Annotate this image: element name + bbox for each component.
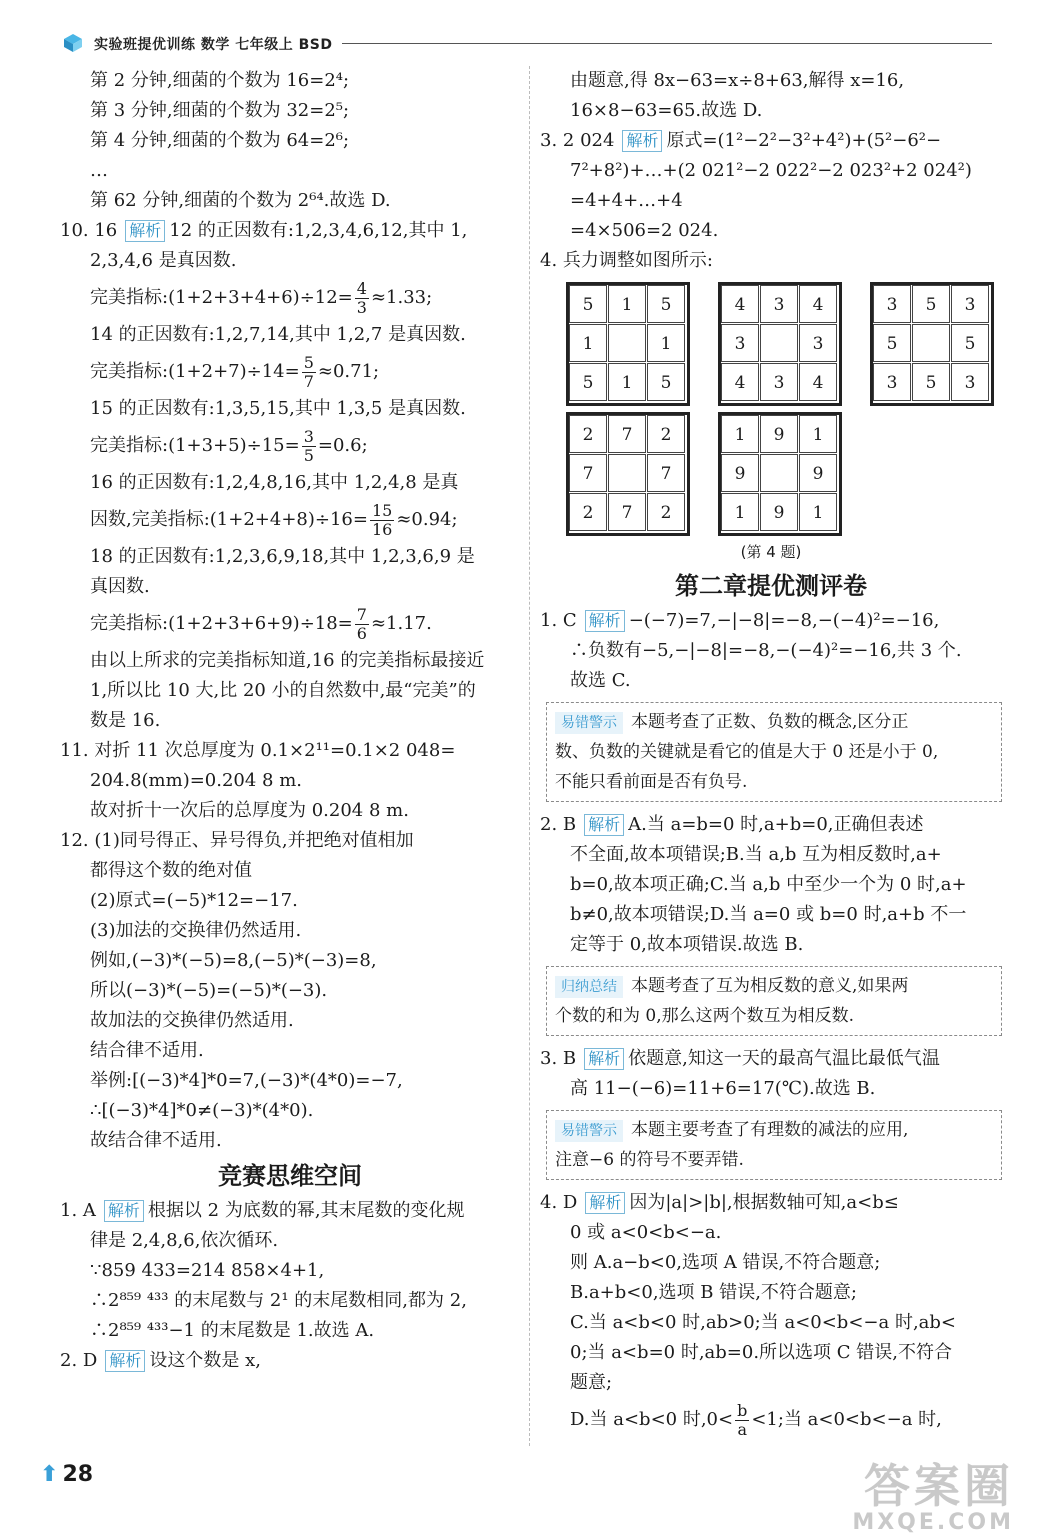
question-4: 4. 兵力调整如图所示:	[540, 250, 713, 271]
text-line: 由题意,得 8x−63=x÷8+63,解得 x=16,	[570, 70, 905, 91]
text-line: 第 3 分钟,细菌的个数为 32=2⁵;	[90, 100, 350, 121]
grid-cell: 3	[873, 363, 911, 401]
formula-line: D.当 a<b<0 时,0< $\frac{b}{a}$ <1;当 a<0<b<−a 时,	[570, 1400, 942, 1439]
text-line: 数是 16.	[90, 710, 161, 731]
watermark-url: MXQE.COM	[852, 1510, 1014, 1535]
text-line: ∴负数有−5,−|−8|=−8,−(−4)²=−16,共 3 个.	[570, 640, 962, 661]
grid-cell: 5	[569, 285, 607, 323]
troop-grids-figure	[566, 276, 1002, 538]
section-title: 竞赛思维空间	[218, 1162, 362, 1190]
competition-q1: 1. A 解析 根据以 2 为底数的幂,其末尾数的变化规	[60, 1200, 465, 1221]
grid-cell: 1	[721, 493, 759, 531]
grid-cell: 7	[608, 493, 646, 531]
up-arrow-icon: ⬆	[40, 1462, 59, 1487]
analysis-tag: 解析	[585, 610, 625, 632]
text-line: 204.8(mm)=0.204 8 m.	[90, 770, 303, 791]
grid-cell: 7	[569, 454, 607, 492]
formula-line: 因数,完美指标:(1+2+4+8)÷16= $\frac{15}{16}$ ≈0.94;	[90, 500, 458, 539]
question-number: 10. 16	[60, 220, 118, 241]
grid-cell: 1	[608, 363, 646, 401]
text-line: B.a+b<0,选项 B 错误,不符合题意;	[570, 1282, 857, 1303]
grid-1	[566, 282, 690, 406]
column-divider	[529, 66, 530, 1446]
grid-cell: 9	[799, 454, 837, 492]
grid-cell: 1	[799, 415, 837, 453]
grid-2	[718, 282, 842, 406]
grid-cell: 4	[721, 285, 759, 323]
analysis-tag: 解析	[125, 220, 165, 242]
grid-cell: 2	[647, 493, 685, 531]
grid-cell	[912, 324, 950, 362]
grid-cell: 5	[951, 324, 989, 362]
grid-cell: 9	[721, 454, 759, 492]
grid-cell: 7	[608, 415, 646, 453]
text-line: 16×8−63=65.故选 D.	[570, 100, 763, 121]
text-line: 1,所以比 10 大,比 20 小的自然数中,最“完美”的	[90, 680, 476, 701]
text-line: ∴2⁸⁵⁹ ⁴³³−1 的末尾数是 1.故选 A.	[90, 1320, 375, 1341]
warning-tag: 易错警示	[555, 1120, 623, 1142]
header-title: 实验班提优训练 数学 七年级上 BSD	[94, 37, 333, 53]
question-11: 11. 对折 11 次总厚度为 0.1×2¹¹=0.1×2 048=	[60, 740, 456, 761]
grid-cell: 5	[912, 285, 950, 323]
question-3: 3. 2 024 解析 原式=(1²−2²−3²+4²)+(5²−6²−	[540, 130, 942, 151]
grid-cell: 5	[647, 285, 685, 323]
text-line: 由以上所求的完美指标知道,16 的完美指标最接近	[90, 650, 485, 671]
warning-tag: 易错警示	[555, 712, 623, 734]
test-q4: 4. D 解析 因为|a|>|b|,根据数轴可知,a<b≤	[540, 1192, 899, 1213]
grid-cell	[760, 454, 798, 492]
grid-5	[718, 412, 842, 536]
text-line: 14 的正因数有:1,2,7,14,其中 1,2,7 是真因数.	[90, 324, 466, 345]
grid-cell	[760, 324, 798, 362]
fraction: $\frac{4}{3}$	[356, 278, 367, 317]
text-line: 2,3,4,6 是真因数.	[90, 250, 237, 271]
fraction: $\frac{7}{6}$	[356, 604, 367, 643]
text-line: 第 62 分钟,细菌的个数为 2⁶⁴.故选 D.	[90, 190, 391, 211]
formula-line: 完美指标:(1+2+3+4+6)÷12= $\frac{4}{3}$ ≈1.33;	[90, 278, 433, 317]
text-line: 真因数.	[90, 576, 150, 597]
text-line: 18 的正因数有:1,2,3,6,9,18,其中 1,2,3,6,9 是	[90, 546, 475, 567]
text-line: 律是 2,4,8,6,依次循环.	[90, 1230, 279, 1251]
grid-cell: 5	[873, 324, 911, 362]
warning-note: 易错警示 本题主要考查了有理数的减法的应用, 注意−6 的符号不要弄错.	[546, 1110, 1002, 1180]
grid-cell: 1	[721, 415, 759, 453]
fraction: $\frac{3}{5}$	[303, 426, 314, 465]
grid-cell	[608, 324, 646, 362]
analysis-tag: 解析	[105, 1350, 145, 1372]
grid-cell: 9	[760, 415, 798, 453]
formula-line: 完美指标:(1+2+3+6+9)÷18= $\frac{7}{6}$ ≈1.17.	[90, 604, 432, 643]
grid-cell: 1	[569, 324, 607, 362]
question-10: 10. 16 解析 12 的正因数有:1,2,3,4,6,12,其中 1,	[60, 220, 468, 241]
text-line: ∴[(−3)*4]*0≠(−3)*(4*0).	[90, 1100, 314, 1121]
grid-cell: 3	[721, 324, 759, 362]
test-q2: 2. B 解析 A.当 a=b=0 时,a+b=0,正确但表述	[540, 814, 924, 835]
grid-cell: 2	[647, 415, 685, 453]
text-line: =4×506=2 024.	[570, 220, 719, 241]
text-line: 第 4 分钟,细菌的个数为 64=2⁶;	[90, 130, 350, 151]
text-line: 所以(−3)*(−5)=(−5)*(−3).	[90, 980, 328, 1001]
text-line: 举例:[(−3)*4]*0=7,(−3)*(4*0)=−7,	[90, 1070, 403, 1091]
text-line: 高 11−(−6)=11+6=17(℃).故选 B.	[570, 1078, 876, 1099]
competition-q2: 2. D 解析 设这个数是 x,	[60, 1350, 261, 1371]
grid-cell: 1	[608, 285, 646, 323]
grid-cell: 5	[912, 363, 950, 401]
text-line: 不全面,故本项错误;B.当 a,b 互为相反数时,a+	[570, 844, 942, 865]
test-q1: 1. C 解析 −(−7)=7,−|−8|=−8,−(−4)²=−16,	[540, 610, 940, 631]
analysis-tag: 解析	[104, 1200, 144, 1222]
grid-cell: 4	[721, 363, 759, 401]
text-line: (2)原式=(−5)*12=−17.	[90, 890, 298, 911]
analysis-tag: 解析	[585, 1192, 625, 1214]
grid-cell: 7	[647, 454, 685, 492]
formula-line: 完美指标:(1+3+5)÷15= $\frac{3}{5}$ =0.6;	[90, 426, 368, 465]
grid-cell: 2	[569, 415, 607, 453]
question-12: 12. (1)同号得正、异号得负,并把绝对值相加	[60, 830, 414, 851]
formula-line: 完美指标:(1+2+7)÷14= $\frac{5}{7}$ ≈0.71;	[90, 352, 380, 391]
text-line: ∵859 433=214 858×4+1,	[90, 1260, 325, 1281]
grid-cell: 4	[799, 363, 837, 401]
text-line: …	[90, 160, 108, 181]
test-q3: 3. B 解析 依题意,知这一天的最高气温比最低气温	[540, 1048, 940, 1069]
grid-cell: 1	[647, 324, 685, 362]
left-column	[60, 66, 520, 1376]
analysis-tag: 解析	[622, 130, 662, 152]
text-line: (3)加法的交换律仍然适用.	[90, 920, 302, 941]
text-line: 都得这个数的绝对值	[90, 860, 252, 881]
grid-cell: 5	[647, 363, 685, 401]
right-column	[540, 66, 1002, 1442]
watermark	[852, 1459, 1014, 1535]
page-header	[62, 30, 992, 56]
grid-cell	[608, 454, 646, 492]
grid-cell: 1	[799, 493, 837, 531]
grid-cell: 3	[951, 285, 989, 323]
section-title: 第二章提优测评卷	[675, 572, 867, 600]
grid-4	[566, 412, 690, 536]
text-line: 0 或 a<0<b<−a.	[570, 1222, 722, 1243]
grid-cell: 3	[760, 363, 798, 401]
summary-tag: 归纳总结	[555, 976, 623, 998]
watermark-logo: 答案圈	[864, 1459, 1014, 1513]
grid-3	[870, 282, 994, 406]
text-line: 则 A.a−b<0,选项 A 错误,不符合题意;	[570, 1252, 881, 1273]
text-line: 0;当 a<b=0 时,ab=0.所以选项 C 错误,不符合	[570, 1342, 952, 1363]
text-line: 定等于 0,故本项错误.故选 B.	[570, 934, 804, 955]
text-line: 第 2 分钟,细菌的个数为 16=2⁴;	[90, 70, 350, 91]
text-line: C.当 a<b<0 时,ab>0;当 a<0<b<−a 时,ab<	[570, 1312, 957, 1333]
text-line: =4+4+…+4	[570, 190, 683, 211]
grid-cell: 3	[799, 324, 837, 362]
page-number: ⬆ 28	[40, 1462, 94, 1487]
grid-cell: 3	[951, 363, 989, 401]
analysis-tag: 解析	[584, 814, 624, 836]
text-line: 例如,(−3)*(−5)=8,(−5)*(−3)=8,	[90, 950, 377, 971]
text-line: 15 的正因数有:1,3,5,15,其中 1,3,5 是真因数.	[90, 398, 466, 419]
fraction: $\frac{5}{7}$	[303, 352, 314, 391]
header-rule	[342, 43, 992, 44]
text-line: b=0,故本项正确;C.当 a,b 中至少一个为 0 时,a+	[570, 874, 967, 895]
book-logo-icon	[62, 32, 84, 54]
grid-cell: 5	[569, 363, 607, 401]
warning-note: 易错警示 本题考查了正数、负数的概念,区分正 数、负数的关键就是看它的值是大于 0 还是小于 0, 不能只看前面是否有负号.	[546, 702, 1002, 802]
summary-note: 归纳总结 本题考查了互为相反数的意义,如果两 个数的和为 0,那么这两个数互为相反数.	[546, 966, 1002, 1036]
fraction: $\frac{15}{16}$	[371, 500, 393, 539]
text-line: ∴2⁸⁵⁹ ⁴³³ 的末尾数与 2¹ 的末尾数相同,都为 2,	[90, 1290, 467, 1311]
grid-cell: 9	[760, 493, 798, 531]
text-line: 故对折十一次后的总厚度为 0.204 8 m.	[90, 800, 409, 821]
fraction: $\frac{b}{a}$	[737, 1400, 748, 1439]
analysis-tag: 解析	[584, 1048, 624, 1070]
text-line: 结合律不适用.	[90, 1040, 204, 1061]
grid-cell: 2	[569, 493, 607, 531]
text-line: b≠0,故本项错误;D.当 a=0 或 b=0 时,a+b 不一	[570, 904, 967, 925]
figure-caption: (第 4 题)	[740, 543, 802, 561]
text-line: 7²+8²)+…+(2 021²−2 022²−2 023²+2 024²)	[570, 160, 972, 181]
text-line: 题意;	[570, 1372, 613, 1393]
text-line: 故加法的交换律仍然适用.	[90, 1010, 294, 1031]
text-line: 16 的正因数有:1,2,4,8,16,其中 1,2,4,8 是真	[90, 472, 459, 493]
grid-cell: 4	[799, 285, 837, 323]
text-line: 故结合律不适用.	[90, 1130, 222, 1151]
text-line: 故选 C.	[570, 670, 631, 691]
grid-cell: 3	[760, 285, 798, 323]
grid-cell: 3	[873, 285, 911, 323]
